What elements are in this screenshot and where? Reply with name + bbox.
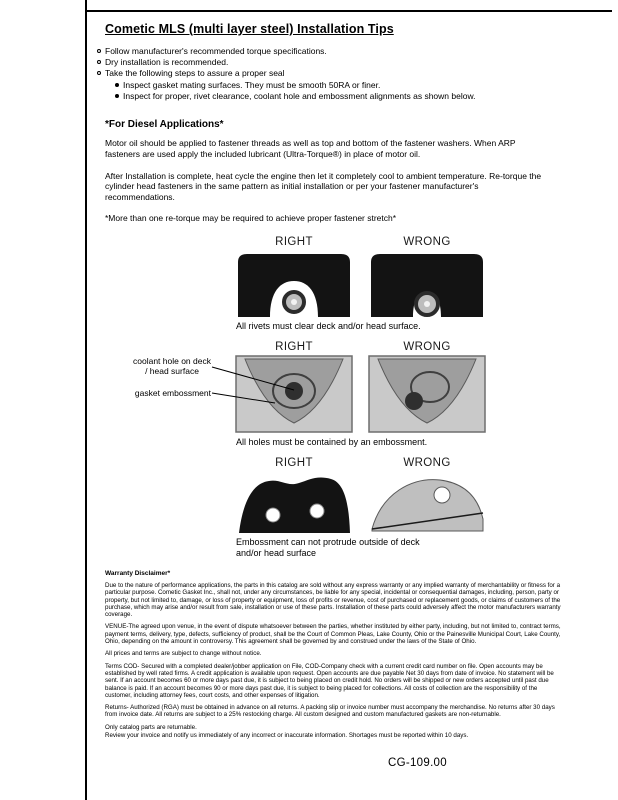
diagram-row3	[235, 471, 486, 533]
warranty-disclaimer-heading: Warranty Disclaimer*	[105, 570, 171, 577]
sub-tip-item	[105, 91, 587, 102]
installation-tips-list	[105, 46, 587, 102]
rivet-clearance-wrong-diagram	[368, 250, 486, 317]
diagram-row3-caption: Embossment can not protrude outside of deck and/or head surface	[236, 536, 420, 558]
wrong-label: WRONG	[403, 456, 451, 469]
tip-text: Take the following steps to assure a proper seal	[105, 68, 285, 78]
wrong-label: WRONG	[403, 235, 451, 248]
dot-bullet-icon	[115, 94, 119, 98]
page-border-left	[85, 0, 87, 800]
sub-tip-text: Inspect gasket mating surfaces. They must be smooth 50RA or finer.	[123, 80, 381, 90]
legal-paragraph: Due to the nature of performance applications, the parts in this catalog are sold without any express warranty or any implied warranty of merchantability or fitness for a particular purpose. Cometic Gasket Inc., shall not, under any circumstances, be liable for any special, incidental or consequential damages, including, person, party or property, but not limited to, damage, or loss of property or equipment, loss of profits or revenue, cost of purchased or replacement goods, or claims of customers of the purchase, which may arise and/or result from sale, installation or use of these parts. Installation of these parts could adversely affect the motor manufacturers warranty coverage.	[105, 582, 561, 619]
diagram-row3-headers	[235, 457, 486, 469]
sub-tip-text: Inspect for proper, rivet clearance, coolant hole and embossment alignments as shown below.	[123, 91, 476, 101]
retorque-note: *More than one re-torque may be required to achieve proper fastener stretch*	[105, 212, 397, 223]
legal-paragraph: Terms COD- Secured with a completed dealer/jobber application on File, COD-Company check with a current credit card number on file. Open accounts may be established by well rated firms. A credit application is available upon request. Open accounts are due payable Net 30 days from date of invoice. No statement will be sent. If an account becomes 60 or more days past due, it is subject to being placed on credit hold. No orders will be shipped or new orders accepted until past due balance is paid. If an account becomes 90 or more days past due, it is subject to being placed for collections. All costs of collection are the responsibility of the customer, including attorney fees, court costs, and other expenses of litigation.	[105, 662, 554, 699]
embossment-containment-wrong-diagram	[368, 355, 486, 433]
sub-tips-list	[105, 80, 587, 102]
circle-bullet-icon	[97, 49, 101, 53]
page-title: Cometic MLS (multi layer steel) Installation Tips	[105, 22, 394, 36]
diagram-row2-caption: All holes must be contained by an embossment.	[236, 436, 428, 447]
embossment-containment-right-diagram	[235, 355, 353, 433]
diesel-paragraph-2: After Installation is complete, heat cycle the engine then let it completely cool to ambient temperature. Re-torque the cylinder head fasteners in the same pattern as initial installation or per your fastener manufacturer's recommendations.	[105, 170, 542, 203]
right-label: RIGHT	[275, 340, 313, 353]
legal-paragraph: VENUE-The agreed upon venue, in the event of dispute whatsoever between the parties, whether instituted by either party, including, but not limited to, contract terms, payment terms, delivery, type, defects, sufficiency of product, shall be the Court of Common Pleas, Lake County, Ohio or the Painesville Municipal Court, Lake County, Ohio, depending on the amount in controversy. This agreement shall be governed by and construed under the laws of the State of Ohio.	[105, 623, 561, 646]
legal-paragraph: Returns- Authorized (RGA) must be obtained in advance on all returns. A packing slip or invoice number must accompany the merchandise. No returns after 30 days from invoice date. All returns are subject to a 25% restocking charge. All custom designed and custom manufactured gaskets are non-returnable.	[105, 704, 555, 719]
legal-paragraph: Review your invoice and notify us immediately of any incorrect or inaccurate information. Shortages must be reported within 10 days.	[105, 732, 469, 740]
coolant-hole-label: coolant hole on deck / head surface	[133, 355, 211, 376]
legal-paragraph: All prices and terms are subject to change without notice.	[105, 650, 262, 658]
tip-item	[105, 68, 587, 79]
diagram-row2	[133, 355, 486, 433]
page-code: CG-109.00	[388, 757, 447, 769]
tip-item	[105, 46, 587, 57]
circle-bullet-icon	[97, 60, 101, 64]
rivet-clearance-right-diagram	[235, 250, 353, 317]
wrong-label: WRONG	[403, 340, 451, 353]
page-content	[105, 0, 587, 740]
right-label: RIGHT	[275, 235, 313, 248]
diesel-paragraph-1: Motor oil should be applied to fastener threads as well as top and bottom of the fastener washers. When ARP fasteners are used apply the included lubricant (Ultra-Torque®) in place of motor oil.	[105, 138, 516, 159]
diagram-section	[133, 235, 486, 559]
tip-text: Dry installation is recommended.	[105, 57, 229, 67]
gasket-embossment-label: gasket embossment	[134, 387, 211, 398]
dot-bullet-icon	[115, 83, 119, 87]
embossment-protrusion-right-diagram	[235, 471, 353, 533]
diagram-row1-caption: All rivets must clear deck and/or head surface.	[236, 320, 421, 331]
embossment-protrusion-wrong-diagram	[368, 471, 486, 533]
sub-tip-item	[105, 80, 587, 91]
tip-text: Follow manufacturer's recommended torque specifications.	[105, 46, 327, 56]
diesel-applications-heading: *For Diesel Applications*	[105, 119, 224, 130]
legal-section	[105, 570, 563, 744]
legal-paragraph: Only catalog parts are returnable.	[105, 723, 197, 731]
circle-bullet-icon	[97, 71, 101, 75]
tip-item	[105, 57, 587, 68]
right-label: RIGHT	[275, 456, 313, 469]
diagram-row2-headers	[235, 341, 486, 353]
diagram-row1-headers	[235, 236, 486, 248]
diagram-row1	[235, 250, 486, 317]
